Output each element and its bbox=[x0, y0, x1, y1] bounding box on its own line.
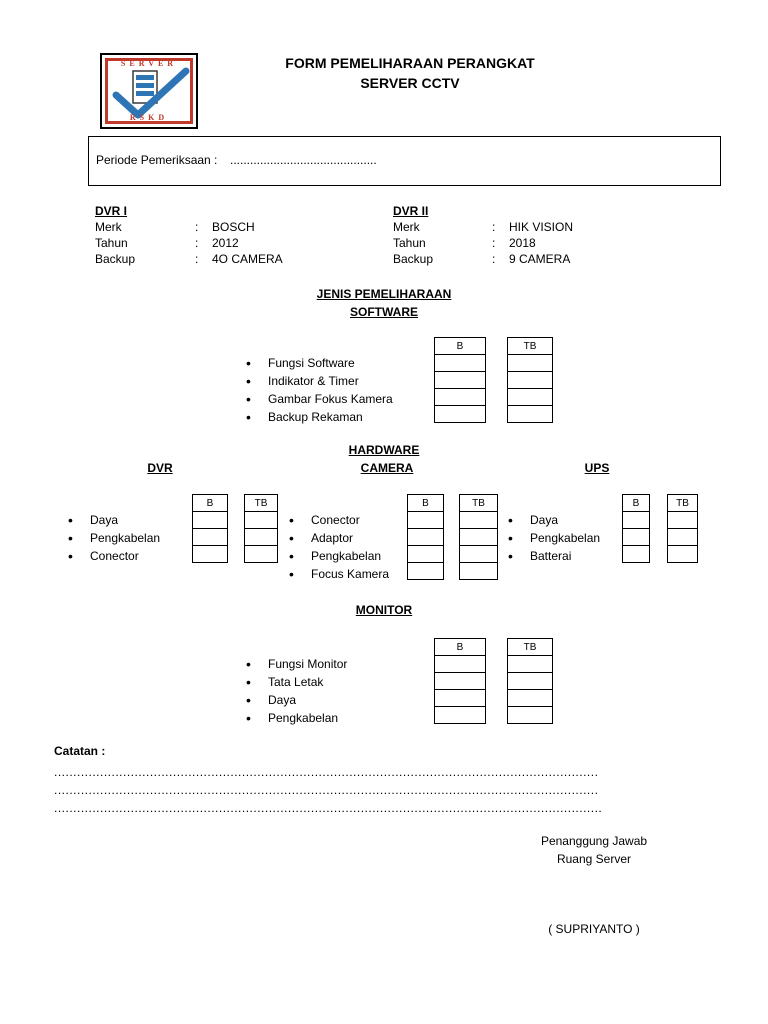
checkbox[interactable] bbox=[508, 707, 553, 724]
column-header-tb: TB bbox=[460, 495, 498, 512]
list-item: • Pengkabelan bbox=[68, 529, 160, 547]
dvr2-merk-sep: : bbox=[492, 220, 496, 234]
notes-line[interactable]: .............................................................................................................................................. bbox=[54, 783, 599, 797]
dvr1-backup-label: Backup bbox=[95, 252, 136, 266]
checkbox[interactable] bbox=[508, 690, 553, 707]
list-item: • Pengkabelan bbox=[246, 709, 347, 727]
hardware-dvr-list bbox=[68, 511, 160, 565]
period-input[interactable]: ............................................ bbox=[230, 153, 377, 167]
checkbox[interactable] bbox=[623, 512, 650, 529]
checkbox[interactable] bbox=[193, 546, 228, 563]
checkbox[interactable] bbox=[435, 656, 486, 673]
column-header-tb: TB bbox=[508, 338, 553, 355]
dvr2-merk-label: Merk bbox=[393, 220, 420, 234]
hardware-camera-list bbox=[289, 511, 389, 583]
dvr2-merk-value: HIK VISION bbox=[509, 220, 574, 234]
dvr1-heading: DVR I bbox=[95, 204, 128, 218]
dvr1-tahun-label: Tahun bbox=[95, 236, 128, 250]
checkbox[interactable] bbox=[435, 389, 486, 406]
checkbox[interactable] bbox=[508, 389, 553, 406]
notes-line[interactable]: .............................................................................................................................................. bbox=[54, 765, 599, 779]
dvr2-backup-sep: : bbox=[492, 252, 496, 266]
column-header-b: B bbox=[435, 338, 486, 355]
hardware-ups-tb-grid bbox=[667, 494, 698, 563]
checkmark-icon bbox=[112, 67, 190, 119]
dvr1-merk-value: BOSCH bbox=[212, 220, 255, 234]
monitor-heading: MONITOR bbox=[355, 603, 413, 617]
dvr2-tahun-value: 2018 bbox=[509, 236, 536, 250]
checkbox[interactable] bbox=[245, 512, 278, 529]
notes-line[interactable]: ............................................................................................................................................... bbox=[54, 801, 603, 815]
checkbox[interactable] bbox=[435, 673, 486, 690]
signature-role-line1: Penanggung Jawab bbox=[540, 834, 648, 848]
dvr2-tahun-label: Tahun bbox=[393, 236, 426, 250]
list-item: • Indikator & Timer bbox=[246, 372, 393, 390]
list-item: • Daya bbox=[508, 511, 600, 529]
checkbox[interactable] bbox=[623, 529, 650, 546]
hardware-camera-heading: CAMERA bbox=[360, 461, 414, 475]
checkbox[interactable] bbox=[508, 673, 553, 690]
dvr1-backup-value: 4O CAMERA bbox=[212, 252, 283, 266]
signature-name: ( SUPRIYANTO ) bbox=[548, 922, 640, 936]
dvr1-merk-label: Merk bbox=[95, 220, 122, 234]
list-item: • Focus Kamera bbox=[289, 565, 389, 583]
notes-label: Catatan : bbox=[54, 744, 106, 758]
signature-role-line2: Ruang Server bbox=[556, 852, 632, 866]
checkbox[interactable] bbox=[668, 546, 698, 563]
dvr1-tahun-value: 2012 bbox=[212, 236, 239, 250]
checkbox[interactable] bbox=[408, 512, 444, 529]
dvr2-backup-value: 9 CAMERA bbox=[509, 252, 571, 266]
checkbox[interactable] bbox=[623, 546, 650, 563]
list-item: • Fungsi Software bbox=[246, 354, 393, 372]
list-item: • Fungsi Monitor bbox=[246, 655, 347, 673]
list-item: • Pengkabelan bbox=[289, 547, 389, 565]
list-item: • Batterai bbox=[508, 547, 600, 565]
period-label: Periode Pemeriksaan : bbox=[96, 153, 218, 167]
dvr1-tahun-sep: : bbox=[195, 236, 199, 250]
checkbox[interactable] bbox=[508, 656, 553, 673]
checkbox[interactable] bbox=[245, 529, 278, 546]
list-item: • Daya bbox=[68, 511, 160, 529]
checkbox[interactable] bbox=[508, 355, 553, 372]
list-item: • Backup Rekaman bbox=[246, 408, 393, 426]
hardware-ups-b-grid bbox=[622, 494, 650, 563]
checkbox[interactable] bbox=[435, 406, 486, 423]
dvr1-backup-sep: : bbox=[195, 252, 199, 266]
column-header-tb: TB bbox=[508, 639, 553, 656]
hardware-dvr-heading: DVR bbox=[147, 461, 173, 475]
list-item: • Adaptor bbox=[289, 529, 389, 547]
software-b-grid bbox=[434, 337, 486, 423]
list-item: • Gambar Fokus Kamera bbox=[246, 390, 393, 408]
list-item: • Daya bbox=[246, 691, 347, 709]
software-list bbox=[246, 354, 393, 426]
checkbox[interactable] bbox=[668, 512, 698, 529]
hardware-heading: HARDWARE bbox=[348, 443, 420, 457]
hardware-ups-heading: UPS bbox=[584, 461, 610, 475]
checkbox[interactable] bbox=[460, 529, 498, 546]
software-tb-grid bbox=[507, 337, 553, 423]
form-subtitle: SERVER CCTV bbox=[360, 75, 460, 91]
hardware-ups-list bbox=[508, 511, 600, 565]
dvr2-heading: DVR II bbox=[393, 204, 429, 218]
logo-top-text: SERVER bbox=[120, 59, 178, 68]
list-item: • Tata Letak bbox=[246, 673, 347, 691]
checkbox[interactable] bbox=[435, 355, 486, 372]
logo bbox=[100, 53, 198, 129]
logo-bottom-text: RSKD bbox=[129, 113, 169, 122]
checkbox[interactable] bbox=[408, 529, 444, 546]
list-item: • Conector bbox=[289, 511, 389, 529]
list-item: • Pengkabelan bbox=[508, 529, 600, 547]
hardware-dvr-tb-grid bbox=[244, 494, 278, 563]
monitor-list bbox=[246, 655, 347, 727]
hardware-camera-tb-grid bbox=[459, 494, 498, 580]
checkbox[interactable] bbox=[435, 690, 486, 707]
maintenance-heading: JENIS PEMELIHARAAN bbox=[316, 287, 452, 301]
column-header-b: B bbox=[623, 495, 650, 512]
column-header-b: B bbox=[435, 639, 486, 656]
checkbox[interactable] bbox=[193, 529, 228, 546]
checkbox[interactable] bbox=[408, 563, 444, 580]
checkbox[interactable] bbox=[668, 529, 698, 546]
dvr2-tahun-sep: : bbox=[492, 236, 496, 250]
monitor-tb-grid bbox=[507, 638, 553, 724]
column-header-tb: TB bbox=[245, 495, 278, 512]
dvr1-merk-sep: : bbox=[195, 220, 199, 234]
column-header-tb: TB bbox=[668, 495, 698, 512]
software-heading: SOFTWARE bbox=[350, 305, 418, 319]
checkbox[interactable] bbox=[508, 372, 553, 389]
checkbox[interactable] bbox=[460, 512, 498, 529]
checkbox[interactable] bbox=[435, 372, 486, 389]
column-header-b: B bbox=[193, 495, 228, 512]
column-header-b: B bbox=[408, 495, 444, 512]
checkbox[interactable] bbox=[435, 707, 486, 724]
form-title: FORM PEMELIHARAAN PERANGKAT bbox=[285, 55, 535, 71]
checkbox[interactable] bbox=[460, 546, 498, 563]
monitor-b-grid bbox=[434, 638, 486, 724]
checkbox[interactable] bbox=[508, 406, 553, 423]
checkbox[interactable] bbox=[245, 546, 278, 563]
dvr2-backup-label: Backup bbox=[393, 252, 434, 266]
hardware-dvr-b-grid bbox=[192, 494, 228, 563]
list-item: • Conector bbox=[68, 547, 160, 565]
checkbox[interactable] bbox=[408, 546, 444, 563]
hardware-camera-b-grid bbox=[407, 494, 444, 580]
period-box bbox=[88, 136, 721, 186]
checkbox[interactable] bbox=[193, 512, 228, 529]
checkbox[interactable] bbox=[460, 563, 498, 580]
